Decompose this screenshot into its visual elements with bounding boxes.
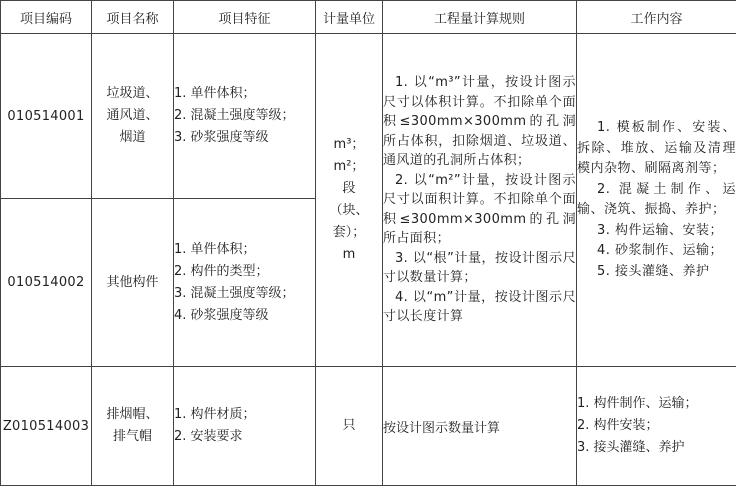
item-features xyxy=(174,367,316,486)
unit-line: m xyxy=(342,247,356,262)
item-name-line: 排烟帽、 xyxy=(106,407,159,422)
item-name-line: 其他构件 xyxy=(106,274,159,290)
work-line: 3. 接头灌缝、养护 xyxy=(577,440,685,455)
feature-line: 4. 砂浆强度等级 xyxy=(174,307,269,323)
feature-line: 3. 砂浆强度等级 xyxy=(174,130,269,145)
item-name xyxy=(92,34,174,199)
shared-rules-cell xyxy=(383,34,577,367)
feature-line: 1. 单件体积； xyxy=(174,86,256,101)
unit-line: （块、套）； xyxy=(329,203,369,240)
rule-paragraph xyxy=(383,171,576,249)
item-code: 010514001 xyxy=(1,34,92,199)
rule-text: 1. 以“m³”计量，按设计图示尺寸以体积计算。不扣除单个面积≤300mm×300mm的孔洞所占体积，扣除烟道、垃圾道、通风道的孔洞所占体积； xyxy=(383,75,576,169)
shared-work-cell xyxy=(577,34,736,367)
feature-line: 1. 构件材质； xyxy=(174,407,256,422)
item-name-line: 烟道 xyxy=(119,130,146,145)
work-line: 2. 构件安装； xyxy=(577,418,659,433)
table-row xyxy=(1,367,736,486)
header-unit: 计量单位 xyxy=(316,1,383,34)
unit-line: m³； xyxy=(333,137,365,152)
rule-text: 4. 以“m”计量，按设计图示尺寸以长度计算 xyxy=(383,289,576,325)
header-work: 工作内容 xyxy=(577,1,736,34)
rule-paragraph xyxy=(383,73,576,171)
item-code: 010514002 xyxy=(1,199,92,367)
rule-paragraph xyxy=(383,249,576,288)
rule-text: 2. 以“m²”计量，按设计图示尺寸以面积计算。不扣除单个面积≤300mm×300mm的孔洞所占面积； xyxy=(383,172,576,247)
feature-line: 2. 构件的类型； xyxy=(174,263,269,279)
work-line: 1. 构件制作、运输； xyxy=(577,396,698,411)
item-code: Z010514003 xyxy=(1,367,92,486)
unit-line: 段 xyxy=(342,181,356,196)
item-name-line: 垃圾道、 xyxy=(106,86,159,101)
header-name: 项目名称 xyxy=(92,1,174,34)
header-rules: 工程量计算规则 xyxy=(383,1,577,34)
unit-line: m²； xyxy=(333,159,365,174)
header-code: 项目编码 xyxy=(1,1,92,34)
work-paragraph: 5. 接头灌缝、养护 xyxy=(597,263,710,279)
item-work xyxy=(577,367,736,486)
feature-line: 2. 混凝土强度等级； xyxy=(174,108,295,123)
item-features xyxy=(174,34,316,199)
item-name xyxy=(92,367,174,486)
feature-line: 3. 混凝土强度等级； xyxy=(174,285,295,301)
work-paragraph: 2. 混凝土制作、运输、浇筑、振捣、养护； xyxy=(577,181,736,217)
item-name-line: 排气帽 xyxy=(112,429,152,444)
header-row xyxy=(1,1,736,34)
item-name xyxy=(92,199,174,367)
table-row xyxy=(1,34,736,199)
shared-unit-cell xyxy=(316,34,383,367)
header-features: 项目特征 xyxy=(174,1,316,34)
item-features xyxy=(174,199,316,367)
work-paragraph: 3. 构件运输、安装； xyxy=(597,222,724,238)
rule-text: 3. 以“根”计量，按设计图示尺寸以数量计算； xyxy=(383,250,576,286)
item-rule: 按设计图示数量计算 xyxy=(383,367,577,486)
rule-paragraph xyxy=(383,288,576,327)
item-unit: 只 xyxy=(316,367,383,486)
work-paragraph: 1. 模板制作、安装、拆除、堆放、运输及清理模内杂物、刷隔离剂等； xyxy=(577,120,736,176)
work-paragraph: 4. 砂浆制作、运输； xyxy=(597,243,724,258)
feature-line: 2. 安装要求 xyxy=(174,429,243,444)
feature-line: 1. 单件体积； xyxy=(174,241,256,257)
item-name-line: 通风道、 xyxy=(106,108,159,123)
